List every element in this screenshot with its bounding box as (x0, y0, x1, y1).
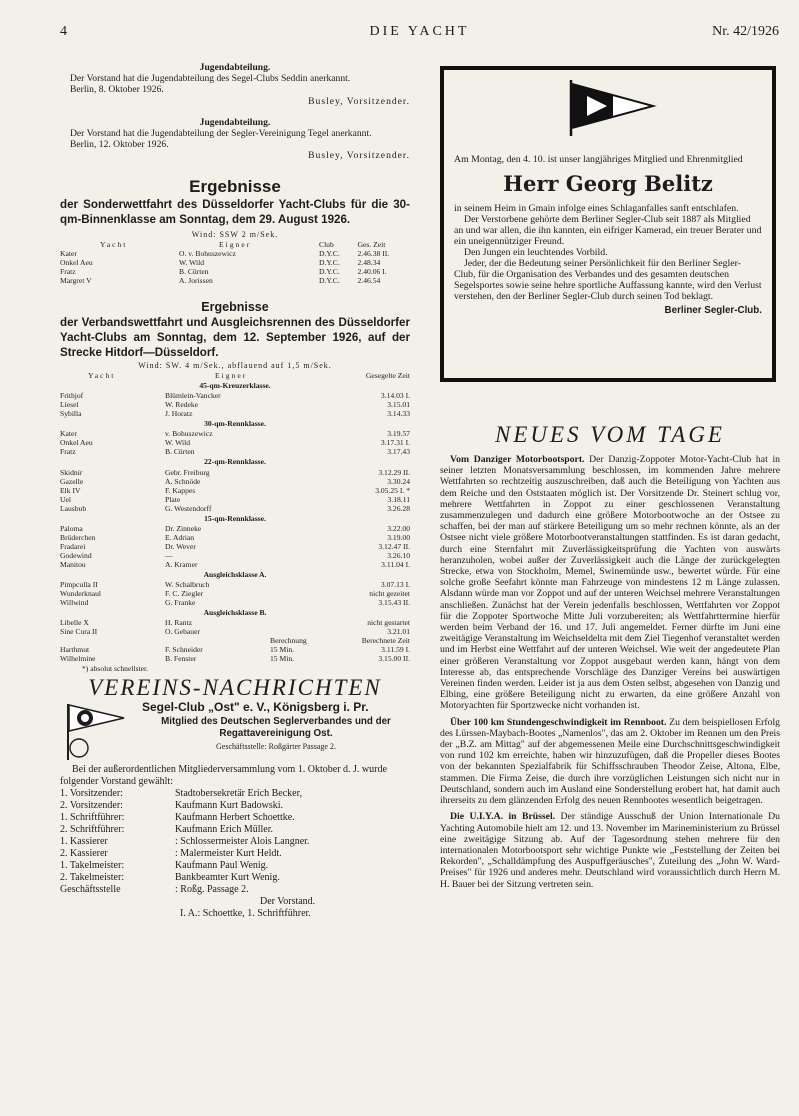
table-row (60, 560, 410, 569)
cell-time: 3.19.57 (387, 429, 410, 439)
cell-time: 3.05.25 I. * (375, 485, 410, 495)
cell-yacht: Wunderknaul (60, 589, 102, 599)
table-row (60, 618, 410, 627)
cell-yacht: Lausbub (60, 503, 87, 513)
cell-yacht: Brüderchen (60, 532, 96, 542)
notice-signature: Berliner Segler-Club. (664, 305, 762, 316)
cell-owner: Blümlein-Vancker (165, 391, 221, 401)
jugend-notice-2 (60, 117, 410, 162)
class-table (60, 391, 410, 418)
jugend-heading-2: Jugendabteilung. (199, 116, 271, 128)
news-article-2 (440, 717, 780, 807)
club-name: Segel-Club „Ost" e. V., Königsberg i. Pr. (142, 699, 369, 714)
cell-yacht: Sybilla (60, 409, 82, 419)
col-club: Club (319, 239, 334, 249)
club-pennant-logo (66, 700, 128, 765)
vereins-nachrichten (60, 675, 410, 919)
cell-yacht: Onkel Aeu (60, 438, 93, 448)
cell-time: 3.26.10 (387, 550, 410, 560)
table-row (60, 438, 410, 447)
notice-text-3: Den Jungen ein leuchtendes Vorbild. (464, 247, 608, 258)
cell-owner: O. v. Bohuszewicz (179, 248, 236, 258)
cell-yacht: Elk IV (60, 485, 81, 495)
cell-yacht: Willwind (60, 598, 89, 608)
cell-time: 3.11.59 I. (381, 645, 410, 655)
cell-yacht: Skidnir (60, 467, 83, 477)
list-item (60, 812, 410, 824)
cell-yacht: Liesel (60, 400, 79, 410)
cell-owner: A. Kramer (165, 559, 198, 569)
cell-owner: Dr. Zinneke (165, 523, 202, 533)
cell-time: 3.18.11 (387, 494, 410, 504)
results-table-2 (60, 371, 410, 380)
table-row (60, 533, 410, 542)
table-row (60, 249, 410, 258)
table-row (60, 627, 410, 636)
section-title-neues: NEUES VOM TAGE (495, 422, 725, 447)
cell-empty (165, 636, 270, 645)
cell-time: 3.30.24 (387, 476, 410, 486)
table-row (60, 409, 410, 418)
table-row (60, 524, 410, 533)
board-member: Stadtobersekretär Erich Becker, (175, 787, 303, 799)
cell-time: 2.48.34 (357, 257, 381, 267)
board-member: Bankbeamter Kurt Wenig. (175, 871, 280, 883)
table-row (60, 391, 410, 400)
cell-owner: F. Schneider (165, 645, 203, 655)
cell-owner: B. Cürten (179, 266, 209, 276)
class-table (60, 468, 410, 513)
notice-text-1: in seinem Heim in Gmain infolge eines Schlaganfalles sanft entschlafen. (454, 203, 739, 214)
cell-yacht: Harthmut (60, 645, 90, 655)
cell-yacht: Pimpculla II (60, 580, 98, 590)
cell-time: 3.11.04 I. (381, 559, 410, 569)
table-row (60, 447, 410, 456)
cell-time: nicht gestartet (367, 618, 410, 628)
cell-owner: W. Wild (179, 257, 205, 267)
results-table-1 (60, 240, 410, 285)
cell-yacht: Paloma (60, 523, 83, 533)
table-row (60, 504, 410, 513)
cell-yacht: Libelle X (60, 618, 89, 628)
news-article-3 (440, 811, 780, 889)
cell-owner: F. C. Ziegler (165, 589, 204, 599)
board-role: 1. Schriftführer: (60, 811, 125, 823)
cell-time: 3.26.28 (387, 503, 410, 513)
jugend-heading-1: Jugendabteilung. (199, 62, 271, 73)
results-table-header (60, 371, 410, 380)
board-member: Kaufmann Kurt Badowski. (175, 799, 284, 811)
board-role: Geschäftsstelle (60, 883, 121, 895)
cell-owner: E. Adrian (165, 532, 195, 542)
handicap-extra-table (60, 636, 410, 663)
notice-text-2: Der Verstorbene gehörte dem Berliner Segler-Club seit 1887 als Mitglied an und war allen, die ihn kannten, ein eifriger Kamerad, ein treuer Berater und ein uneigennütziger Freund. (454, 214, 762, 247)
jugend-signature-1: Busley, Vorsitzender. (308, 95, 410, 107)
cell-yacht: Uel (60, 494, 71, 504)
col-owner: Eigner (219, 239, 252, 249)
notice-text-4: Jeder, der die Bedeutung seiner Persönlichkeit für den Berliner Segler-Club, für die Organisation des Verbandes und des gesamten deutschen Segelsportes sowie seine hehre sportliche Auffassung kannte, wird den Verlust verstehen, den der Berliner Segler-Club durch seinen Tod beklagt. (454, 258, 762, 302)
cell-owner: Plate (165, 494, 181, 504)
table-row (60, 400, 410, 409)
cell-yacht: Fradarei (60, 541, 86, 551)
cell-owner: W. Wild (165, 438, 191, 448)
cell-time: 3.19.00 (387, 532, 410, 542)
col-yacht: Yacht (88, 371, 116, 381)
list-item (60, 788, 410, 800)
cell-yacht: Onkel Aeu (60, 257, 93, 267)
jugend-text-1: Der Vorstand hat die Jugendabteilung des Segel-Clubs Seddin anerkannt. (70, 73, 351, 85)
cell-yacht: Godewind (60, 550, 92, 560)
table-row (60, 598, 410, 607)
cell-time: 3.14.33 (387, 409, 410, 419)
news-text-3: Der ständige Ausschuß der Union Internationale Du Yachting Automobile hielt am 12. und 13. November im Marineministerium zu Brüssel eine zweitägige Sitzung ab. Auf der Tagesordnung stehen mehrere für den internationalen Motorbootsport sehr wichtige Punkte wie „Feststellung der Zeiten bei Rekorden", „Schalldämpfung des Auspuffgeräusches", Zuteilung des „John W. Ward-Preises" für 1926 und anderes mehr. Deutschland wird voraussichtlich durch Herrn M. H. Bauer bei der Sitzung vertreten sein. (440, 811, 780, 890)
class-table (60, 580, 410, 607)
board-role: 1. Takelmeister: (60, 859, 125, 871)
board-role: 1. Vorsitzender: (60, 787, 123, 799)
table-row (60, 468, 410, 477)
cell-owner: B. Fenster (165, 654, 197, 664)
cell-owner: A. Schnöde (165, 476, 201, 486)
list-item (60, 836, 410, 848)
wind-info-1: Wind: SSW 2 m/Sek. (191, 229, 279, 239)
news-lead-2: Über 100 km Stundengeschwindigkeit im Rennboot. (450, 716, 667, 728)
class-heading: 30-qm-Rennklasse. (204, 419, 266, 429)
cell-owner: G. Franke (165, 598, 196, 608)
results-dyc-2 (60, 299, 410, 675)
cell-calc: 15 Min. (270, 654, 295, 664)
pennant-logo (454, 78, 762, 140)
table-row (60, 429, 410, 438)
board-member: Kaufmann Erich Müller. (175, 823, 274, 835)
board-member: Kaufmann Herbert Schoettke. (175, 811, 295, 823)
cell-time: 3.12.47 II. (378, 541, 410, 551)
col-calculation: Berechnung (270, 636, 307, 646)
table-row (60, 654, 410, 663)
class-results (60, 380, 410, 636)
news-text-1: Der Danzig-Zoppoter Motor-Yacht-Club hat in seiner letzten Monatsversammlung beschlossen, im kommenden Jahre mehrere Wettfahrten so rechtzeitig auszuschreiben, daß auch die Beteiligung von Yachten aus dem Reiche und den Oststaaten möglich ist. Der Vorsitzende Dr. Steinert schlug vor, mehrere Wettfahrten in Zoppot zu einer geschlossenen Veranstaltung zusammenzulegen und dadurch eine größere Motorbootwoche an der Ostsee zu schaffen, bei der man auf stärkere Beteiligung um so mehr rechnen könnte, als an der Ostsee nicht viele größere Motorbootveranstaltungen stattfinden. Es ist daran gedacht, durch eine Sternfahrt mit Zuverlässigkeitsprüfung die Yachten von auswärts heranzuholen, wobei außer der Zuverlässigkeit auch die Länge der zurückgelegten Strecke, etwa von Stockholm, Memel, Swinemünde usw., bewertet würde. Für eine solche große Seefahrt könnte man Fahrzeuge von mindestens 12 m Länge zulassen. Alsdann würde man vor Zoppot und auf der unteren Weichsel mehrere Veranstaltungen anschließen. Zunächst hat der Verein jedenfalls beschlossen, Wettfahrten vor Zoppot für die Zoppoter Sportwoche Mitte Juli vorzubereiten; als Wettfahrttermine hierfür werden beim Verband der 16. und 17. Juli angemeldet. Ferner dürfte im Juni eine zweitägige Veranstaltung im Weichseldelta mit dem Ziel Tiegenhof veranstaltet werden und im Herbst eine Wettfahrt auf der unteren Weichsel. Wie weit der angedeutete Plan einer größeren Veranstaltung vor Zoppot ausgebaut werden kann, hängt von dem Interesse ab, das entsprechende Vorschläge des Danziger Vereins bei auswärtigen Vereinen finden werden. Leider ist ja aus dem Osten selbst, abgesehen von Danzig und Elbing, eine größere Beteiligung nicht zu erwarten, da eine größere Anzahl von Motoryachten für Sportzwecke nicht vorhanden ist. (440, 454, 780, 712)
col-sailed-time: Gesegelte Zeit (365, 371, 410, 381)
class-heading: Ausgleichsklasse B. (203, 608, 267, 618)
col-yacht: Yacht (100, 239, 128, 249)
cell-owner: G. Westendorff (165, 503, 212, 513)
board-role: 2. Kassierer (60, 847, 108, 859)
cell-time: 3.21.01 (387, 627, 410, 637)
cell-owner: O. Gebauer (165, 627, 200, 637)
results-dyc-1 (60, 176, 410, 285)
board-role: 2. Takelmeister: (60, 871, 125, 883)
list-item (60, 872, 410, 884)
class-table (60, 429, 410, 456)
news-article-1 (440, 454, 780, 712)
club-office: Geschäftsstelle: Roßgärter Passage 2. (216, 741, 336, 751)
board-intro: Bei der außerordentlichen Mitgliederversammlung vom 1. Oktober d. J. wurde folgender Vorstand gewählt: (60, 763, 387, 787)
board-member: : Roßg. Passage 2. (175, 883, 249, 895)
jugend-date-2: Berlin, 12. Oktober 1926. (70, 139, 169, 151)
cell-owner: J. Horatz (165, 409, 193, 419)
table-row (60, 477, 410, 486)
cell-yacht: Manitou (60, 559, 86, 569)
cell-owner: H. Rantz (165, 618, 192, 628)
cell-yacht: Frithjof (60, 391, 84, 401)
cell-yacht: Kater (60, 429, 77, 439)
results-title-2: Ergebnisse (201, 299, 269, 314)
cell-time: 3.15.00 II. (378, 654, 410, 664)
cell-owner: — (165, 550, 173, 560)
cell-time: nicht gezeitet (369, 589, 410, 599)
cell-club: D.Y.C. (319, 257, 340, 267)
results-subtitle-2: der Verbandswettfahrt und Ausgleichsrennen des Düsseldorfer Yacht-Clubs am Sonntag, dem 12. September 1926, auf der Strecke Hitdorf—Düsseldorf. (60, 315, 410, 359)
table-row (60, 645, 410, 654)
obituary-notice (440, 66, 776, 382)
table-row (60, 580, 410, 589)
cell-yacht: Fratz (60, 447, 76, 457)
results-table-header (60, 240, 410, 249)
closing-signature: I. A.: Schoettke, 1. Schriftführer. (180, 907, 311, 919)
jugend-signature-2: Busley, Vorsitzender. (308, 150, 410, 162)
results-table-header (60, 636, 410, 645)
cell-time: 2.46.38 II. (357, 248, 390, 258)
board-list (60, 788, 410, 896)
news-body (440, 454, 780, 890)
jugend-date-1: Berlin, 8. Oktober 1926. (70, 84, 164, 96)
cell-time: 3.14.03 I. (380, 391, 410, 401)
board-member: Kaufmann Paul Wenig. (175, 859, 269, 871)
news-lead-1: Vom Danziger Motorbootsport. (450, 454, 585, 465)
deceased-name: Herr Georg Belitz (503, 171, 713, 196)
cell-time: 2.40.06 I. (357, 266, 387, 276)
list-item (60, 824, 410, 836)
col-owner: Eigner (215, 371, 248, 381)
class-heading: Ausgleichsklasse A. (203, 569, 267, 579)
table-row (60, 542, 410, 551)
club-header (60, 700, 410, 760)
news-lead-3: Die U.I.Y.A. in Brüssel. (450, 811, 556, 823)
cell-owner: W. Redeke (165, 400, 199, 410)
section-title-vereins: VEREINS-NACHRICHTEN (88, 675, 382, 701)
cell-time: 3.22.00 (387, 523, 410, 533)
table-row (60, 486, 410, 495)
wind-info-2: Wind: SW. 4 m/Sek., abflauend auf 1,5 m/Sek. (138, 360, 332, 370)
club-membership: Mitglied des Deutschen Seglerverbandes und der Regattavereinigung Ost. (161, 715, 391, 739)
cell-time: 3.12.29 II. (378, 467, 410, 477)
cell-owner: v. Bohuszewicz (165, 429, 213, 439)
page-header (60, 24, 779, 42)
cell-owner: Gebr. Freiburg (165, 467, 210, 477)
results-title-1: Ergebnisse (189, 176, 281, 196)
cell-time: 3.17.31 I. (380, 438, 410, 448)
magazine-title: DIE YACHT (369, 24, 470, 39)
cell-time: 3.15.43 II. (378, 598, 410, 608)
page-number: 4 (60, 24, 67, 39)
col-calculated-time: Berechnete Zeit (361, 636, 410, 646)
cell-owner: A. Jorissen (179, 275, 213, 285)
col-time: Ges. Zeit (357, 239, 386, 249)
list-item (60, 848, 410, 860)
cell-owner: Dr. Wever (165, 541, 196, 551)
jugend-notice-1 (60, 62, 410, 107)
board-role: 2. Schriftführer: (60, 823, 125, 835)
class-table (60, 618, 410, 636)
footnote: *) absolut schnellster. (82, 664, 149, 674)
table-row (60, 267, 410, 276)
cell-yacht: Kater (60, 248, 77, 258)
issue-number: Nr. 42/1926 (712, 24, 779, 39)
results-subtitle-1: der Sonderwettfahrt des Düsseldorfer Yacht-Clubs für die 30-qm-Binnenklasse am Sonntag, dem 29. August 1926. (60, 197, 410, 226)
list-item (60, 800, 410, 812)
cell-yacht: Sine Cura II (60, 627, 98, 637)
cell-calc: 15 Min. (270, 645, 295, 655)
board-member: : Malermeister Kurt Heldt. (175, 847, 282, 859)
table-row (60, 551, 410, 560)
cell-time: 2.46.54 (357, 275, 381, 285)
jugend-text-2: Der Vorstand hat die Jugendabteilung der Segler-Vereinigung Tegel anerkannt. (70, 128, 372, 140)
cell-time: 3.15.01 (387, 400, 410, 410)
table-row (60, 276, 410, 285)
board-member: : Schlossermeister Alois Langner. (175, 835, 310, 847)
cell-yacht: Fratz (60, 266, 76, 276)
cell-yacht: Gazelle (60, 476, 84, 486)
news-text-2: Zu dem beispiellosen Erfolg des Lürssen-Maybach-Bootes „Namenlos", das am 2. Oktober im Rennen um den Preis der „B.Z. am Mittag" auf der abgemessenen Meile eine Durchschnittsgeschwindigkeit von rund 102 km erreichte, haben wir hinzuzufügen, daß die Propeller dieses Bootes von der bekannten Spezialfabrik für Schiffsschrauben Theodor Zeise, Altona, Elbe, stammen. Die Firma Zeise, die durch ihre vorzüglichen Leistungen sich nicht nur in Deutschland, sondern auch im Ausland eine Sonderstellung erobert hat, hat damit auch ihrerseits zu dem glänzenden Erfolg des neuen Rennbootes wesentlich beigetragen. (440, 716, 780, 807)
cell-empty (60, 636, 165, 645)
board-role: 1. Kassierer (60, 835, 108, 847)
neues-vom-tage (440, 422, 780, 890)
closing: Der Vorstand. (260, 895, 316, 907)
list-item (60, 860, 410, 872)
class-heading: 15-qm-Rennklasse. (204, 513, 266, 523)
cell-club: D.Y.C. (319, 266, 340, 276)
board-role: 2. Vorsitzender: (60, 799, 123, 811)
cell-owner: F. Kappes (165, 485, 196, 495)
cell-club: D.Y.C. (319, 248, 340, 258)
class-table (60, 524, 410, 569)
left-column (60, 62, 410, 920)
cell-yacht: Wilhelmine (60, 654, 96, 664)
list-item (60, 884, 410, 896)
table-row (60, 589, 410, 598)
class-heading: 22-qm-Rennklasse. (204, 457, 266, 467)
cell-owner: W. Schalbruch (165, 580, 210, 590)
class-heading: 45-qm-Kreuzerklasse. (199, 381, 271, 391)
table-row (60, 495, 410, 504)
cell-time: 3.07.13 I. (380, 580, 410, 590)
table-row (60, 258, 410, 267)
cell-owner: B. Cürten (165, 447, 195, 457)
notice-date-line: Am Montag, den 4. 10. ist unser langjähriges Mitglied und Ehrenmitglied (454, 154, 743, 165)
cell-club: D.Y.C. (319, 275, 340, 285)
cell-time: 3.17.43 (387, 447, 410, 457)
cell-yacht: Margret V (60, 275, 92, 285)
